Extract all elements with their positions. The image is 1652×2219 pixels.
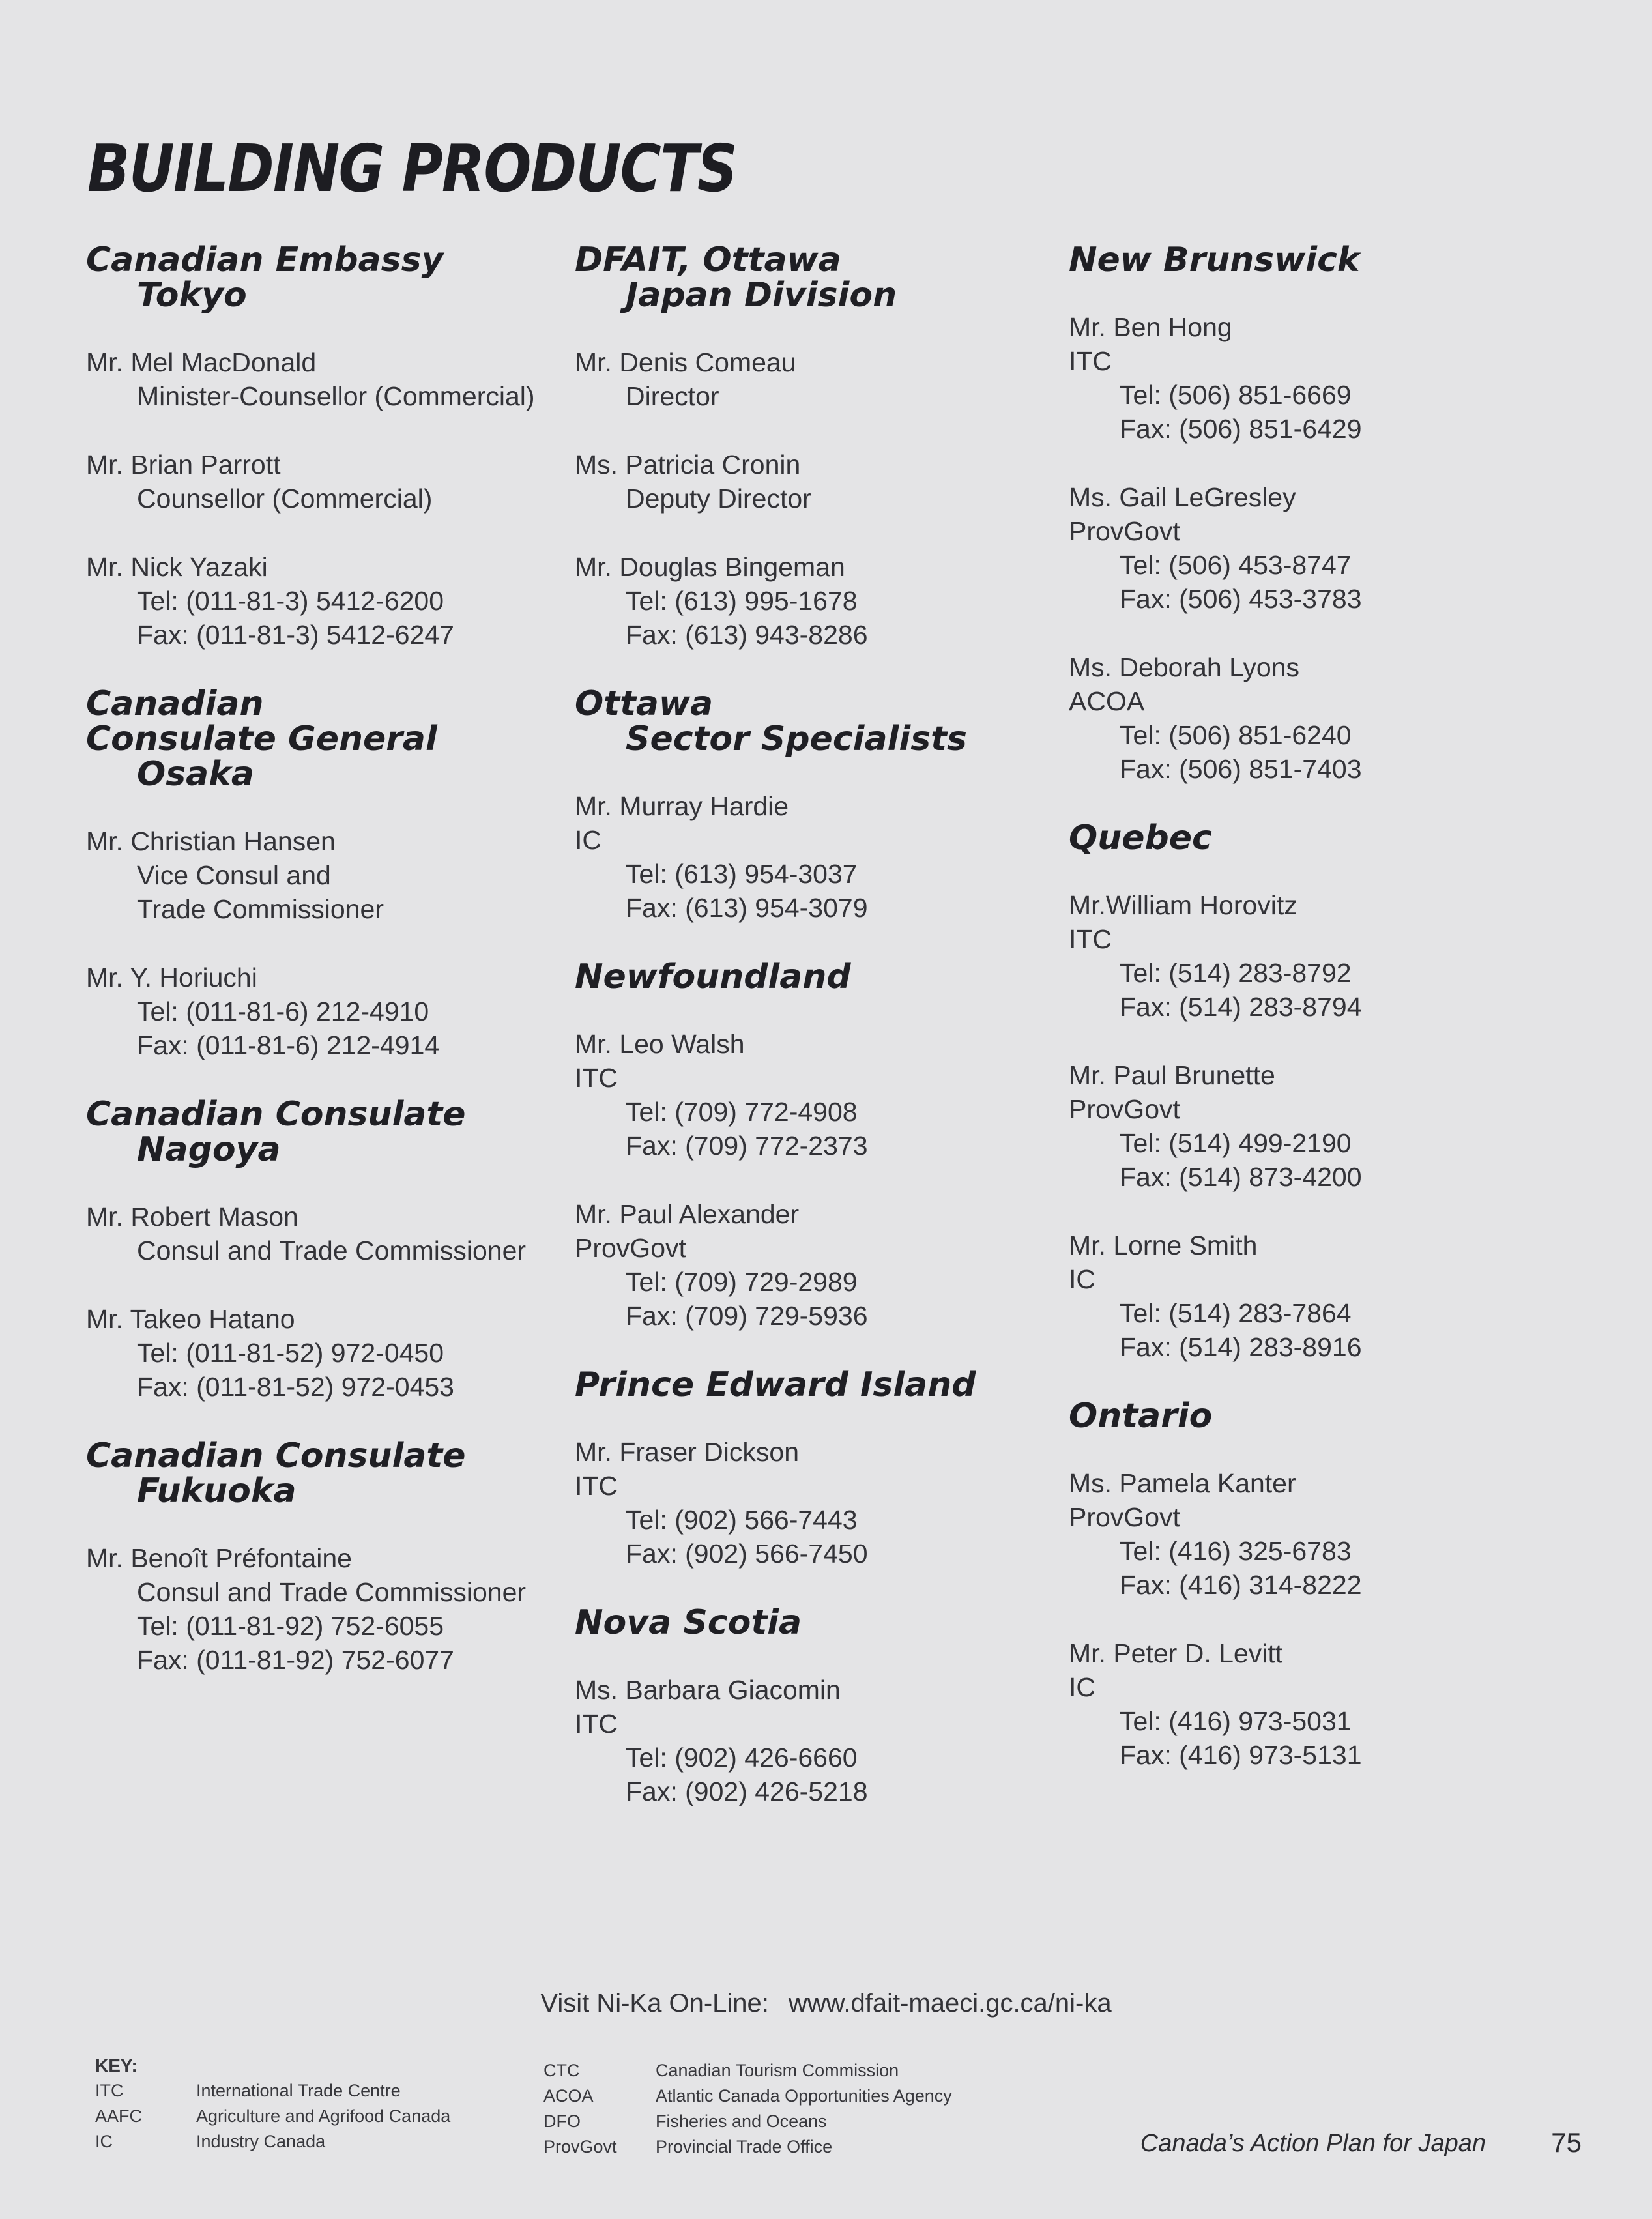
contact-entry bbox=[1069, 1636, 1564, 1772]
contact-entry bbox=[86, 961, 581, 1062]
section-title bbox=[86, 1438, 581, 1509]
contact-name: Ms. Deborah Lyons bbox=[1069, 652, 1299, 682]
contact-detail: Tel: (506) 453-8747 bbox=[1120, 550, 1352, 580]
section-title-line: Sector Specialists bbox=[626, 719, 967, 759]
key-abbreviation: ACOA bbox=[543, 2086, 594, 2106]
contact-column-2 bbox=[575, 242, 1070, 1843]
contact-name: Mr. Paul Alexander bbox=[575, 1199, 800, 1229]
contact-entry bbox=[575, 789, 1070, 925]
contact-name: Mr. Robert Mason bbox=[86, 1202, 298, 1232]
contact-detail: Tel: (613) 995-1678 bbox=[626, 586, 858, 616]
section-title bbox=[86, 1097, 581, 1167]
contact-detail: Fax: (011-81-6) 212-4914 bbox=[137, 1030, 440, 1060]
key-meaning: Agriculture and Agrifood Canada bbox=[196, 2106, 451, 2126]
contact-organization: ProvGovt bbox=[1069, 516, 1180, 546]
section-title-line: Nagoya bbox=[137, 1130, 281, 1169]
directory-section bbox=[575, 959, 1070, 1333]
contact-detail: Vice Consul and bbox=[137, 860, 331, 890]
key-abbreviation: AAFC bbox=[95, 2106, 143, 2126]
contact-organization: IC bbox=[575, 825, 601, 855]
contact-detail: Tel: (506) 851-6669 bbox=[1120, 380, 1352, 410]
contact-detail: Tel: (514) 499-2190 bbox=[1120, 1128, 1352, 1158]
key-abbreviation: ITC bbox=[95, 2081, 124, 2100]
key-abbreviation: DFO bbox=[543, 2111, 581, 2131]
section-title-line: Consulate General bbox=[86, 719, 437, 759]
contact-organization: ProvGovt bbox=[1069, 1502, 1180, 1532]
contact-organization: ITC bbox=[575, 1471, 618, 1501]
contact-detail: Consul and Trade Commissioner bbox=[137, 1236, 527, 1266]
directory-section bbox=[86, 242, 581, 652]
contact-detail: Minister-Counsellor (Commercial) bbox=[137, 381, 535, 411]
contact-organization: ITC bbox=[1069, 924, 1112, 954]
contact-entry bbox=[86, 448, 581, 515]
directory-section bbox=[1069, 242, 1564, 786]
contact-detail: Fax: (416) 973-5131 bbox=[1120, 1740, 1362, 1770]
website-line bbox=[0, 1989, 1652, 2018]
contact-detail: Fax: (011-81-92) 752-6077 bbox=[137, 1645, 454, 1675]
contact-detail: Fax: (416) 314-8222 bbox=[1120, 1570, 1362, 1600]
contact-name: Mr. Takeo Hatano bbox=[86, 1304, 295, 1334]
contact-name: Mr. Mel MacDonald bbox=[86, 347, 317, 377]
section-title-line: Fukuoka bbox=[137, 1472, 297, 1511]
section-title-line: Tokyo bbox=[137, 276, 247, 315]
contact-detail: Fax: (011-81-52) 972-0453 bbox=[137, 1372, 454, 1402]
contact-name: Mr. Fraser Dickson bbox=[575, 1437, 799, 1467]
contact-name: Mr. Denis Comeau bbox=[575, 347, 796, 377]
contact-entry bbox=[575, 1673, 1070, 1808]
section-title-line: Canadian bbox=[86, 684, 264, 723]
section-title-line: Ottawa bbox=[575, 684, 714, 723]
key-row bbox=[95, 2104, 450, 2129]
contact-detail: Tel: (709) 772-4908 bbox=[626, 1097, 858, 1127]
key-legend-right bbox=[543, 2058, 952, 2160]
section-title-line: Ontario bbox=[1069, 1397, 1213, 1436]
contact-entry bbox=[86, 824, 581, 926]
contact-name: Mr. Peter D. Levitt bbox=[1069, 1638, 1283, 1668]
contact-detail: Fax: (514) 283-8916 bbox=[1120, 1332, 1362, 1362]
contact-organization: ITC bbox=[575, 1063, 618, 1093]
contact-name: Mr. Lorne Smith bbox=[1069, 1230, 1258, 1260]
contact-entry bbox=[1069, 1466, 1564, 1602]
contact-detail: Tel: (416) 973-5031 bbox=[1120, 1706, 1352, 1736]
contact-name: Mr. Brian Parrott bbox=[86, 450, 281, 480]
key-row bbox=[543, 2058, 952, 2083]
contact-detail: Tel: (011-81-92) 752-6055 bbox=[137, 1611, 444, 1641]
contact-entry bbox=[1069, 480, 1564, 616]
contact-entry bbox=[1069, 1228, 1564, 1364]
key-title: KEY: bbox=[95, 2055, 138, 2076]
contact-name: Mr. Ben Hong bbox=[1069, 312, 1232, 342]
key-row bbox=[543, 2083, 952, 2109]
contact-detail: Fax: (011-81-3) 5412-6247 bbox=[137, 620, 454, 650]
contact-name: Mr. Leo Walsh bbox=[575, 1029, 745, 1059]
directory-section bbox=[575, 686, 1070, 925]
contact-entry bbox=[575, 1027, 1070, 1163]
contact-entry bbox=[1069, 888, 1564, 1024]
contact-entry bbox=[86, 550, 581, 652]
contact-detail: Tel: (011-81-52) 972-0450 bbox=[137, 1338, 444, 1368]
contact-detail: Fax: (514) 873-4200 bbox=[1120, 1162, 1362, 1192]
section-title bbox=[575, 959, 1070, 994]
key-meaning: International Trade Centre bbox=[196, 2081, 401, 2100]
contact-name: Mr. Nick Yazaki bbox=[86, 552, 268, 582]
key-row bbox=[543, 2109, 952, 2134]
contact-name: Ms. Pamela Kanter bbox=[1069, 1468, 1296, 1498]
section-title-line: Canadian Consulate bbox=[86, 1436, 466, 1475]
contact-organization: ACOA bbox=[1069, 686, 1145, 716]
directory-section bbox=[575, 1367, 1070, 1571]
contact-detail: Tel: (514) 283-7864 bbox=[1120, 1298, 1352, 1328]
directory-section bbox=[575, 1605, 1070, 1808]
contact-detail: Fax: (613) 943-8286 bbox=[626, 620, 868, 650]
contact-name: Mr. Y. Horiuchi bbox=[86, 963, 257, 993]
contact-organization: ProvGovt bbox=[1069, 1094, 1180, 1124]
contact-organization: IC bbox=[1069, 1672, 1095, 1702]
contact-entry bbox=[1069, 650, 1564, 786]
directory-section bbox=[86, 1097, 581, 1404]
contact-detail: Tel: (709) 729-2989 bbox=[626, 1267, 858, 1297]
section-title bbox=[1069, 1399, 1564, 1434]
directory-section bbox=[1069, 820, 1564, 1364]
key-legend-left bbox=[95, 2053, 450, 2154]
section-title bbox=[86, 242, 581, 313]
key-meaning: Canadian Tourism Commission bbox=[656, 2061, 899, 2080]
contact-detail: Tel: (011-81-3) 5412-6200 bbox=[137, 586, 444, 616]
section-title bbox=[575, 1605, 1070, 1640]
contact-entry bbox=[575, 345, 1070, 413]
key-row bbox=[543, 2134, 952, 2160]
contact-detail: Consul and Trade Commissioner bbox=[137, 1577, 527, 1607]
page-title: BUILDING PRODUCTS bbox=[87, 130, 737, 207]
contact-name: Mr.William Horovitz bbox=[1069, 890, 1297, 920]
contact-detail: Fax: (709) 772-2373 bbox=[626, 1131, 868, 1161]
contact-detail: Tel: (613) 954-3037 bbox=[626, 859, 858, 889]
section-title-line: Prince Edward Island bbox=[575, 1365, 976, 1404]
contact-detail: Fax: (709) 729-5936 bbox=[626, 1301, 868, 1331]
contact-detail: Fax: (613) 954-3079 bbox=[626, 893, 868, 923]
contact-organization: IC bbox=[1069, 1264, 1095, 1294]
contact-detail: Director bbox=[626, 381, 719, 411]
footer-publication-title: Canada’s Action Plan for Japan bbox=[1140, 2130, 1486, 2157]
section-title-line: Osaka bbox=[137, 755, 254, 794]
section-title bbox=[86, 686, 581, 792]
contact-entry bbox=[86, 1200, 581, 1268]
section-title bbox=[1069, 820, 1564, 856]
section-title-line: Japan Division bbox=[626, 276, 897, 315]
section-title-line: Canadian Consulate bbox=[86, 1095, 466, 1134]
section-title-line: Nova Scotia bbox=[575, 1603, 802, 1642]
contact-entry bbox=[575, 1435, 1070, 1571]
contact-detail: Tel: (506) 851-6240 bbox=[1120, 720, 1352, 750]
contact-entry bbox=[86, 345, 581, 413]
contact-name: Mr. Paul Brunette bbox=[1069, 1060, 1275, 1090]
key-row bbox=[95, 2129, 450, 2154]
section-title-line: Quebec bbox=[1069, 819, 1212, 858]
contact-detail: Fax: (902) 566-7450 bbox=[626, 1539, 868, 1569]
contact-detail: Counsellor (Commercial) bbox=[137, 484, 433, 514]
section-title bbox=[1069, 242, 1564, 278]
contact-detail: Fax: (506) 851-6429 bbox=[1120, 414, 1362, 444]
contact-name: Mr. Christian Hansen bbox=[86, 826, 336, 856]
contact-name: Mr. Douglas Bingeman bbox=[575, 552, 845, 582]
key-meaning: Industry Canada bbox=[196, 2132, 326, 2151]
contact-entry bbox=[1069, 310, 1564, 446]
contact-entry bbox=[1069, 1058, 1564, 1194]
contact-detail: Tel: (514) 283-8792 bbox=[1120, 958, 1352, 988]
key-meaning: Fisheries and Oceans bbox=[656, 2111, 827, 2131]
contact-column-1 bbox=[86, 242, 581, 1711]
section-title bbox=[575, 242, 1070, 313]
page-number: 75 bbox=[1551, 2127, 1582, 2158]
contact-entry bbox=[575, 1197, 1070, 1333]
contact-detail: Fax: (506) 453-3783 bbox=[1120, 584, 1362, 614]
contact-detail: Trade Commissioner bbox=[137, 894, 384, 924]
contact-detail: Tel: (416) 325-6783 bbox=[1120, 1536, 1352, 1566]
contact-detail: Tel: (011-81-6) 212-4910 bbox=[137, 996, 429, 1026]
contact-detail: Fax: (506) 851-7403 bbox=[1120, 754, 1362, 784]
key-meaning: Provincial Trade Office bbox=[656, 2137, 833, 2156]
key-meaning: Atlantic Canada Opportunities Agency bbox=[656, 2086, 952, 2106]
website-url[interactable]: www.dfait-maeci.gc.ca/ni-ka bbox=[788, 1989, 1112, 2018]
contact-name: Ms. Gail LeGresley bbox=[1069, 482, 1296, 512]
section-title-line: New Brunswick bbox=[1069, 240, 1360, 280]
contact-detail: Deputy Director bbox=[626, 484, 811, 514]
contact-organization: ITC bbox=[575, 1709, 618, 1739]
section-title bbox=[575, 686, 1070, 757]
contact-name: Mr. Benoît Préfontaine bbox=[86, 1543, 352, 1573]
contact-column-3 bbox=[1069, 242, 1564, 1806]
section-title-line: Newfoundland bbox=[575, 957, 851, 996]
directory-section bbox=[575, 242, 1070, 652]
contact-detail: Fax: (514) 283-8794 bbox=[1120, 992, 1362, 1022]
contact-name: Ms. Patricia Cronin bbox=[575, 450, 801, 480]
contact-detail: Tel: (902) 426-6660 bbox=[626, 1743, 858, 1773]
key-abbreviation: CTC bbox=[543, 2061, 580, 2080]
directory-section bbox=[86, 686, 581, 1062]
key-abbreviation: IC bbox=[95, 2132, 113, 2151]
website-label: Visit Ni-Ka On-Line: bbox=[540, 1989, 769, 2018]
contact-name: Mr. Murray Hardie bbox=[575, 791, 789, 821]
directory-section bbox=[1069, 1399, 1564, 1772]
key-abbreviation: ProvGovt bbox=[543, 2137, 617, 2156]
contact-entry bbox=[86, 1541, 581, 1677]
contact-detail: Tel: (902) 566-7443 bbox=[626, 1505, 858, 1535]
contact-detail: Fax: (902) 426-5218 bbox=[626, 1777, 868, 1806]
contact-organization: ITC bbox=[1069, 346, 1112, 376]
contact-name: Ms. Barbara Giacomin bbox=[575, 1675, 841, 1705]
contact-organization: ProvGovt bbox=[575, 1233, 686, 1263]
directory-section bbox=[86, 1438, 581, 1677]
contact-entry bbox=[575, 550, 1070, 652]
key-row bbox=[95, 2078, 450, 2104]
section-title-line: Canadian Embassy bbox=[86, 240, 444, 280]
section-title bbox=[575, 1367, 1070, 1402]
section-title-line: DFAIT, Ottawa bbox=[575, 240, 841, 280]
contact-entry bbox=[86, 1302, 581, 1404]
contact-entry bbox=[575, 448, 1070, 515]
